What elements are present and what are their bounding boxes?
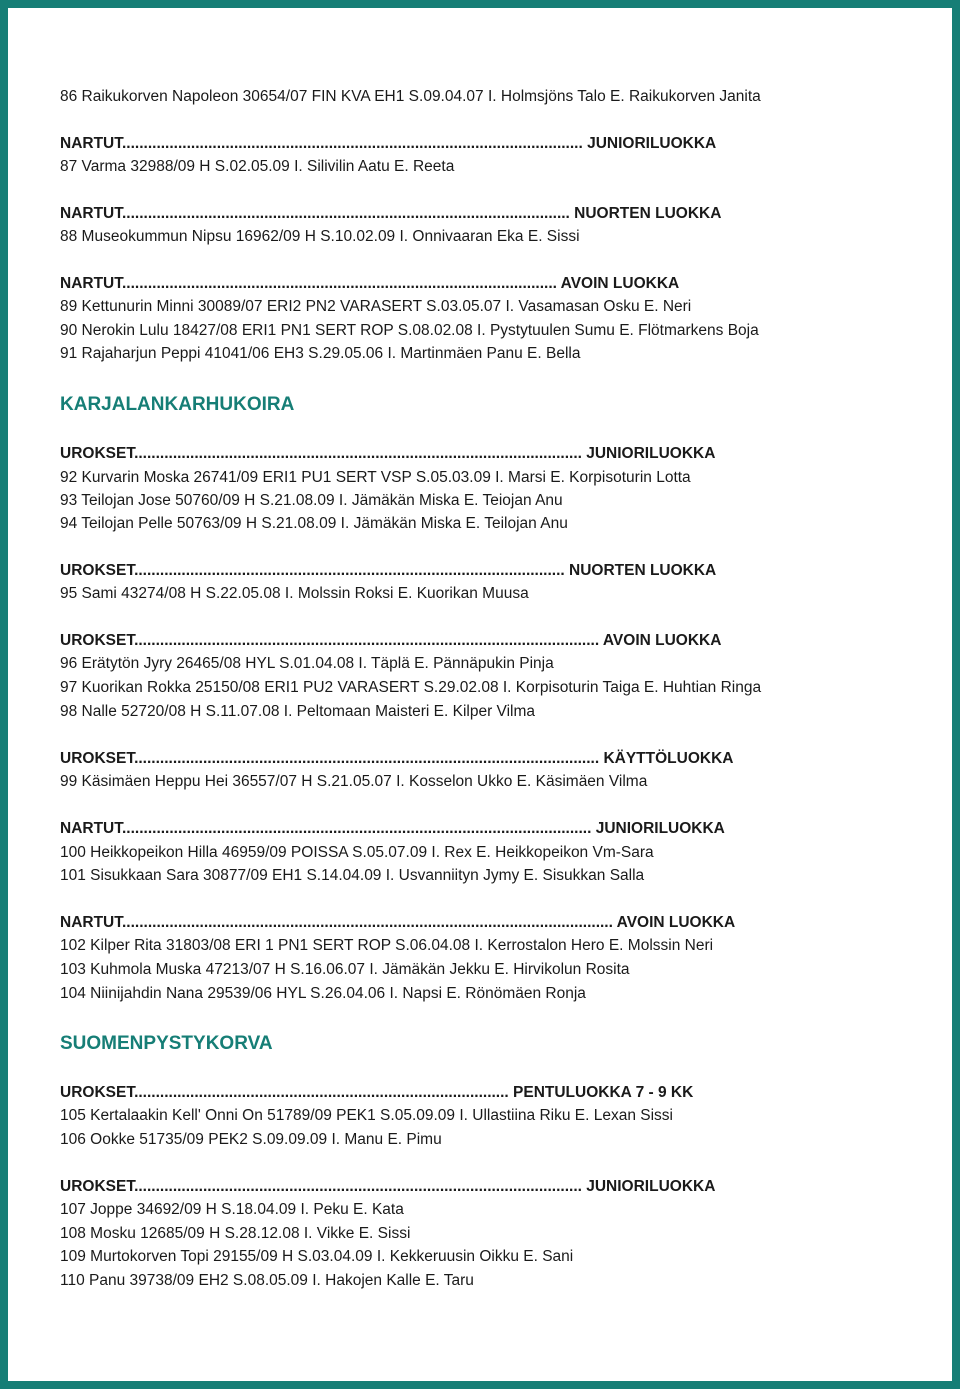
entry-line: 86 Raikukorven Napoleon 30654/07 FIN KVA EH1 S.09.04.07 I. Holmsjöns Talo E. Raikukorven Janita: [60, 88, 761, 105]
entry-line: 88 Museokummun Nipsu 16962/09 H S.10.02.09 I. Onnivaaran Eka E. Sissi: [60, 228, 580, 245]
class-header: UROKSET.................................................................................................... NUORTEN LUOKKA: [60, 562, 717, 579]
entry-line: 89 Kettunurin Minni 30089/07 ERI2 PN2 VARASERT S.03.05.07 I. Vasamasan Osku E. Neri: [60, 298, 692, 315]
class-header: NARTUT..................................................................................................... AVOIN LUOKKA: [60, 275, 680, 292]
entry-line: 101 Sisukkaan Sara 30877/09 EH1 S.14.04.09 I. Usvanniityn Jymy E. Sisukkan Salla: [60, 867, 645, 884]
entry-line: 107 Joppe 34692/09 H S.18.04.09 I. Peku E. Kata: [60, 1201, 404, 1218]
entry-line: 104 Niinijahdin Nana 29539/06 HYL S.26.04.06 I. Napsi E. Rönömäen Ronja: [60, 985, 586, 1002]
class-header: UROKSET........................................................................................................ JUNIORILUOKKA: [60, 1178, 716, 1195]
class-header: NARTUT.................................................................................................................. AVOIN LUOKKA: [60, 914, 736, 931]
class-header: NARTUT............................................................................................................. JUNIORILUOKKA: [60, 820, 725, 837]
entry-line: 108 Mosku 12685/09 H S.28.12.08 I. Vikke E. Sissi: [60, 1225, 411, 1242]
entry-line: 105 Kertalaakin Kell' Onni On 51789/09 PEK1 S.05.09.09 I. Ullastiina Riku E. Lexan Sissi: [60, 1107, 673, 1124]
entry-line: 92 Kurvarin Moska 26741/09 ERI1 PU1 SERT VSP S.05.03.09 I. Marsi E. Korpisoturin Lotta: [60, 469, 691, 486]
entry-line: 109 Murtokorven Topi 29155/09 H S.03.04.09 I. Kekkeruusin Oikku E. Sani: [60, 1248, 574, 1265]
class-header: NARTUT........................................................................................................ NUORTEN LUOKKA: [60, 205, 722, 222]
entry-line: 106 Ookke 51735/09 PEK2 S.09.09.09 I. Manu E. Pimu: [60, 1131, 442, 1148]
entry-line: 99 Käsimäen Heppu Hei 36557/07 H S.21.05.07 I. Kosselon Ukko E. Käsimäen Vilma: [60, 773, 648, 790]
class-header: UROKSET............................................................................................................ KÄYTTÖLUOKKA: [60, 750, 734, 767]
entry-line: 90 Nerokin Lulu 18427/08 ERI1 PN1 SERT ROP S.08.02.08 I. Pystytuulen Sumu E. Flötmarkens Boja: [60, 322, 759, 339]
entry-line: 94 Teilojan Pelle 50763/09 H S.21.08.09 I. Jämäkän Miska E. Teilojan Anu: [60, 515, 568, 532]
entry-line: 95 Sami 43274/08 H S.22.05.08 I. Molssin Roksi E. Kuorikan Muusa: [60, 585, 529, 602]
entry-line: 97 Kuorikan Rokka 25150/08 ERI1 PU2 VARASERT S.29.02.08 I. Korpisoturin Taiga E. Huhtian Ringa: [60, 679, 762, 696]
entry-line: 87 Varma 32988/09 H S.02.05.09 I. Silivilin Aatu E. Reeta: [60, 158, 455, 175]
class-header: UROKSET....................................................................................... PENTULUOKKA 7 - 9 KK: [60, 1084, 694, 1101]
class-header: NARTUT........................................................................................................... JUNIORILUOKKA: [60, 135, 717, 152]
breed-title: SUOMENPYSTYKORVA: [60, 1033, 273, 1054]
entry-line: 102 Kilper Rita 31803/08 ERI 1 PN1 SERT ROP S.06.04.08 I. Kerrostalon Hero E. Molssin Neri: [60, 937, 714, 954]
class-header: UROKSET............................................................................................................ AVOIN LUOKKA: [60, 632, 722, 649]
entry-line: 103 Kuhmola Muska 47213/07 H S.16.06.07 I. Jämäkän Jekku E. Hirvikolun Rosita: [60, 961, 630, 978]
entry-line: 110 Panu 39738/09 EH2 S.08.05.09 I. Hakojen Kalle E. Taru: [60, 1272, 474, 1289]
entry-line: 93 Teilojan Jose 50760/09 H S.21.08.09 I. Jämäkän Miska E. Teiojan Anu: [60, 492, 563, 509]
entry-line: 96 Erätytön Jyry 26465/08 HYL S.01.04.08 I. Täplä E. Pännäpukin Pinja: [60, 655, 554, 672]
entry-line: 100 Heikkopeikon Hilla 46959/09 POISSA S.05.07.09 I. Rex E. Heikkopeikon Vm-Sara: [60, 844, 654, 861]
entry-line: 98 Nalle 52720/08 H S.11.07.08 I. Peltomaan Maisteri E. Kilper Vilma: [60, 703, 536, 720]
class-header: UROKSET........................................................................................................ JUNIORILUOKKA: [60, 445, 716, 462]
breed-title: KARJALANKARHUKOIRA: [60, 394, 295, 415]
entry-line: 91 Rajaharjun Peppi 41041/06 EH3 S.29.05.06 I. Martinmäen Panu E. Bella: [60, 345, 581, 362]
